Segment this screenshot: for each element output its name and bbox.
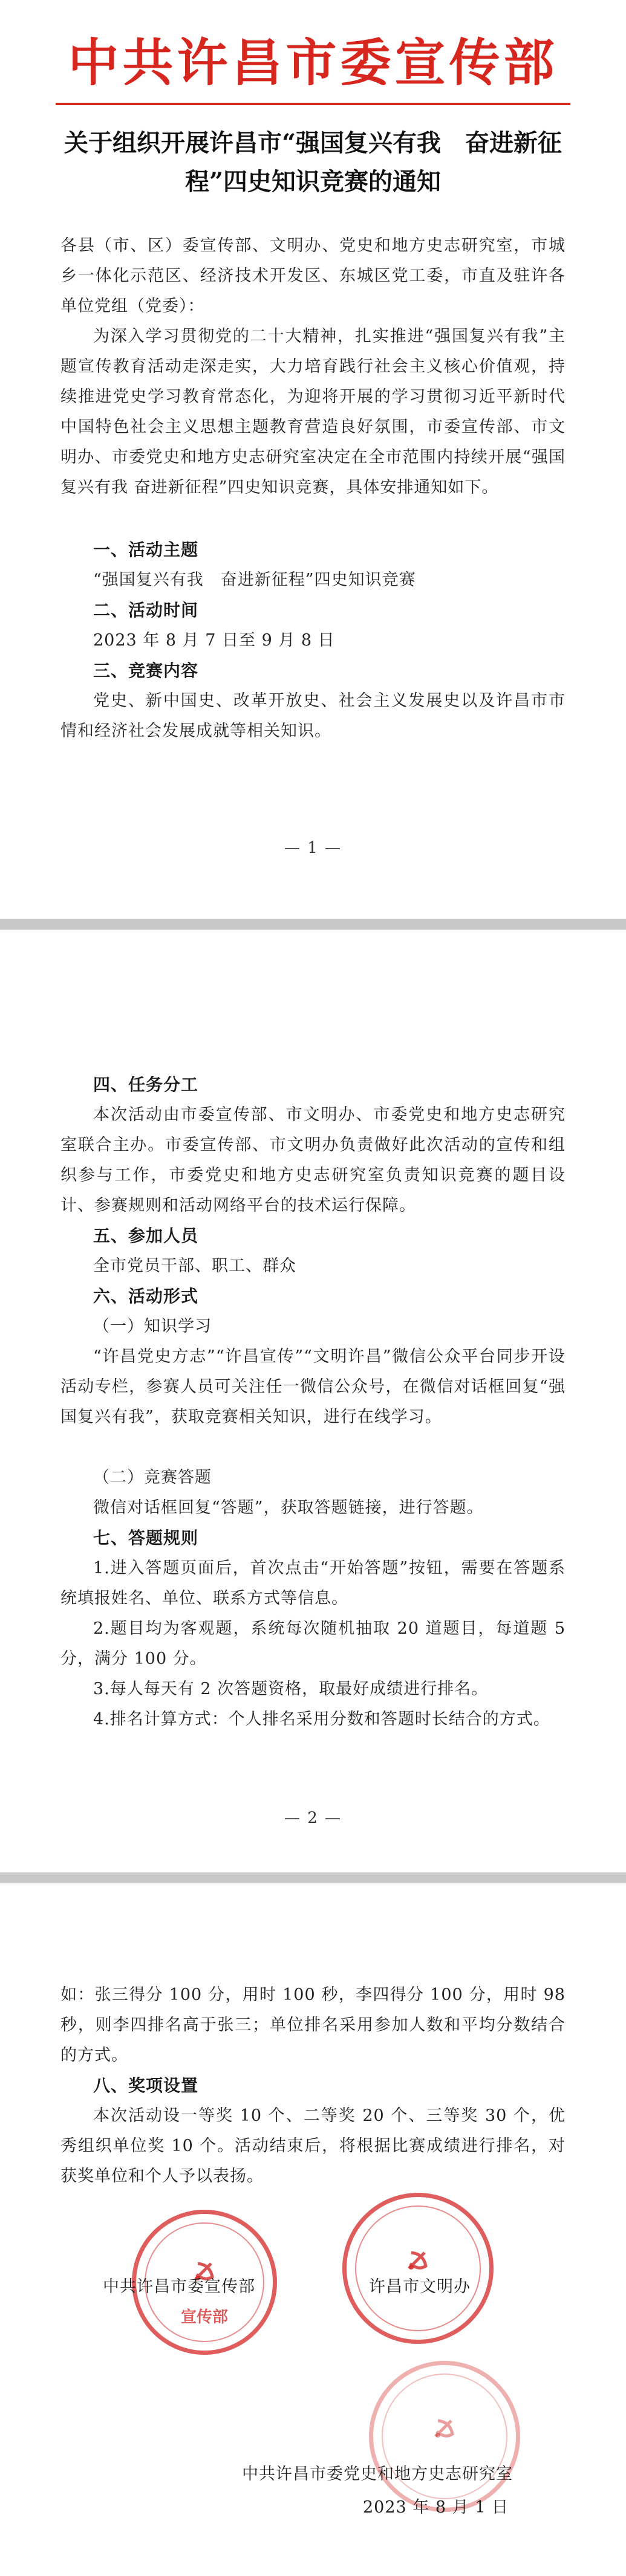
page-number: — 1 — [284,839,342,857]
answer-paragraph: 微信对话框回复“答题”，获取答题链接，进行答题。 [93,1498,484,1517]
heading-text: 三、竞赛内容 [93,661,199,681]
document-page-1 [0,0,626,919]
red-header-rule [56,103,570,105]
study-paragraph: “许昌党史方志”“许昌宣传”“文明许昌”微信公众平台同步开设活动专栏，参赛人员可关注任一微信公众号，在微信对话框回复“强国复兴有我”，获取竞赛相关知识，进行在线学习。 [60,1347,566,1426]
document-page-3 [0,1883,626,2576]
ranking-example-paragraph: 如：张三得分 100 分，用时 100 秒，李四得分 100 分，用时 98 秒，则李四排名高于张三；单位排名采用参加人数和平均分数结合的方式。 [60,1985,566,2065]
seal-label: 宣传部 [180,2308,228,2326]
rule-1: 1.进入答题页面后，首次点击“开始答题”按钮，需要在答题系统填报姓名、单位、联系方式等信息。 [60,1559,566,1608]
heading-text: 七、答题规则 [93,1528,199,1548]
participants-paragraph: 全市党员干部、职工、群众 [93,1257,296,1275]
page-separator [0,1872,626,1883]
document-title: 关于组织开展许昌市“强国复兴有我 奋进新征程”四史知识竞赛的通知 [64,129,562,196]
heading-text: 五、参加人员 [93,1226,199,1246]
official-seal-civilization-office [342,2193,494,2344]
time-paragraph: 2023 年 8 月 7 日至 9 月 8 日 [93,631,335,650]
section-heading-division [60,1070,566,1101]
subheading-answer: （二）竞赛答题 [93,1468,212,1487]
heading-text: 八、奖项设置 [93,2076,199,2095]
subheading-study: （一）知识学习 [93,1317,212,1336]
awards-paragraph: 本次活动设一等奖 10 个、二等奖 20 个、三等奖 30 个，优秀组织单位奖 10 个。活动结束后，将根据比赛成绩进行排名，对获奖单位和个人予以表扬。 [60,2106,566,2186]
party-emblem-icon [403,2245,433,2276]
rule-4: 4.排名计算方式：个人排名采用分数和答题时长结合的方式。 [93,1710,550,1729]
section-heading-time [60,595,566,626]
signing-date: 2023 年 8 月 1 日 [363,2498,509,2517]
theme-paragraph: “强国复兴有我 奋进新征程”四史知识竞赛 [93,571,416,589]
section-heading-format [60,1281,566,1312]
page-separator [0,919,626,930]
content-paragraph: 党史、新中国史、改革开放史、社会主义发展史以及许昌市市情和经济社会发展成就等相关知识。 [60,691,566,740]
division-paragraph: 本次活动由市委宣传部、市文明办、市委党史和地方史志研究室联合主办。市委宣传部、市文明办负责做好此次活动的宣传和组织参与工作，市委党史和地方史志研究室负责知识竞赛的题目设计、参赛规则和活动网络平台的技术运行保障。 [60,1105,566,1215]
heading-text: 一、活动主题 [93,540,199,560]
document-page-2 [0,930,626,1872]
signer-civilization-office: 许昌市文明办 [369,2277,471,2296]
page-number: — 2 — [284,1809,342,1827]
section-heading-content [60,656,566,687]
recipients-paragraph: 各县（市、区）委宣传部、文明办、党史和地方史志研究室，市城乡一体化示范区、经济技术开发区、东城区党工委，市直及驻许各单位党组（党委）： [60,236,566,316]
official-seal-party-history-office [369,2361,520,2512]
rule-3: 3.每人每天有 2 次答题资格，取最好成绩进行排名。 [93,1680,489,1698]
section-heading-rules [60,1523,566,1554]
heading-text: 二、活动时间 [93,600,199,620]
section-heading-participants [60,1221,566,1252]
signer-party-history-office: 中共许昌市委党史和地方史志研究室 [242,2465,513,2484]
signer-propaganda-department: 中共许昌市委宣传部 [103,2277,255,2296]
party-emblem-icon [429,2413,460,2444]
heading-text: 六、活动形式 [93,1286,199,1306]
rule-2: 2.题目均为客观题，系统每次随机抽取 20 道题目，每道题 5 分，满分 100 分。 [60,1619,566,1668]
heading-text: 四、任务分工 [93,1075,199,1095]
intro-paragraph: 为深入学习贯彻党的二十大精神，扎实推进“强国复兴有我”主题宣传教育活动走深走实，大力培育践行社会主义核心价值观，持续推进党史学习教育常态化，为迎将开展的学习贯彻习近平新时代中国特色社会主义思想主题教育营造良好氛围，市委宣传部、市文明办、市委党史和地方史志研究室决定在全市范围内持续开展“强国复兴有我 奋进新征程”四史知识竞赛，具体安排通知如下。 [60,327,566,497]
red-header-title: 中共许昌市委宣传部 [68,33,558,92]
section-heading-awards [60,2071,566,2102]
section-heading-theme [60,535,566,566]
